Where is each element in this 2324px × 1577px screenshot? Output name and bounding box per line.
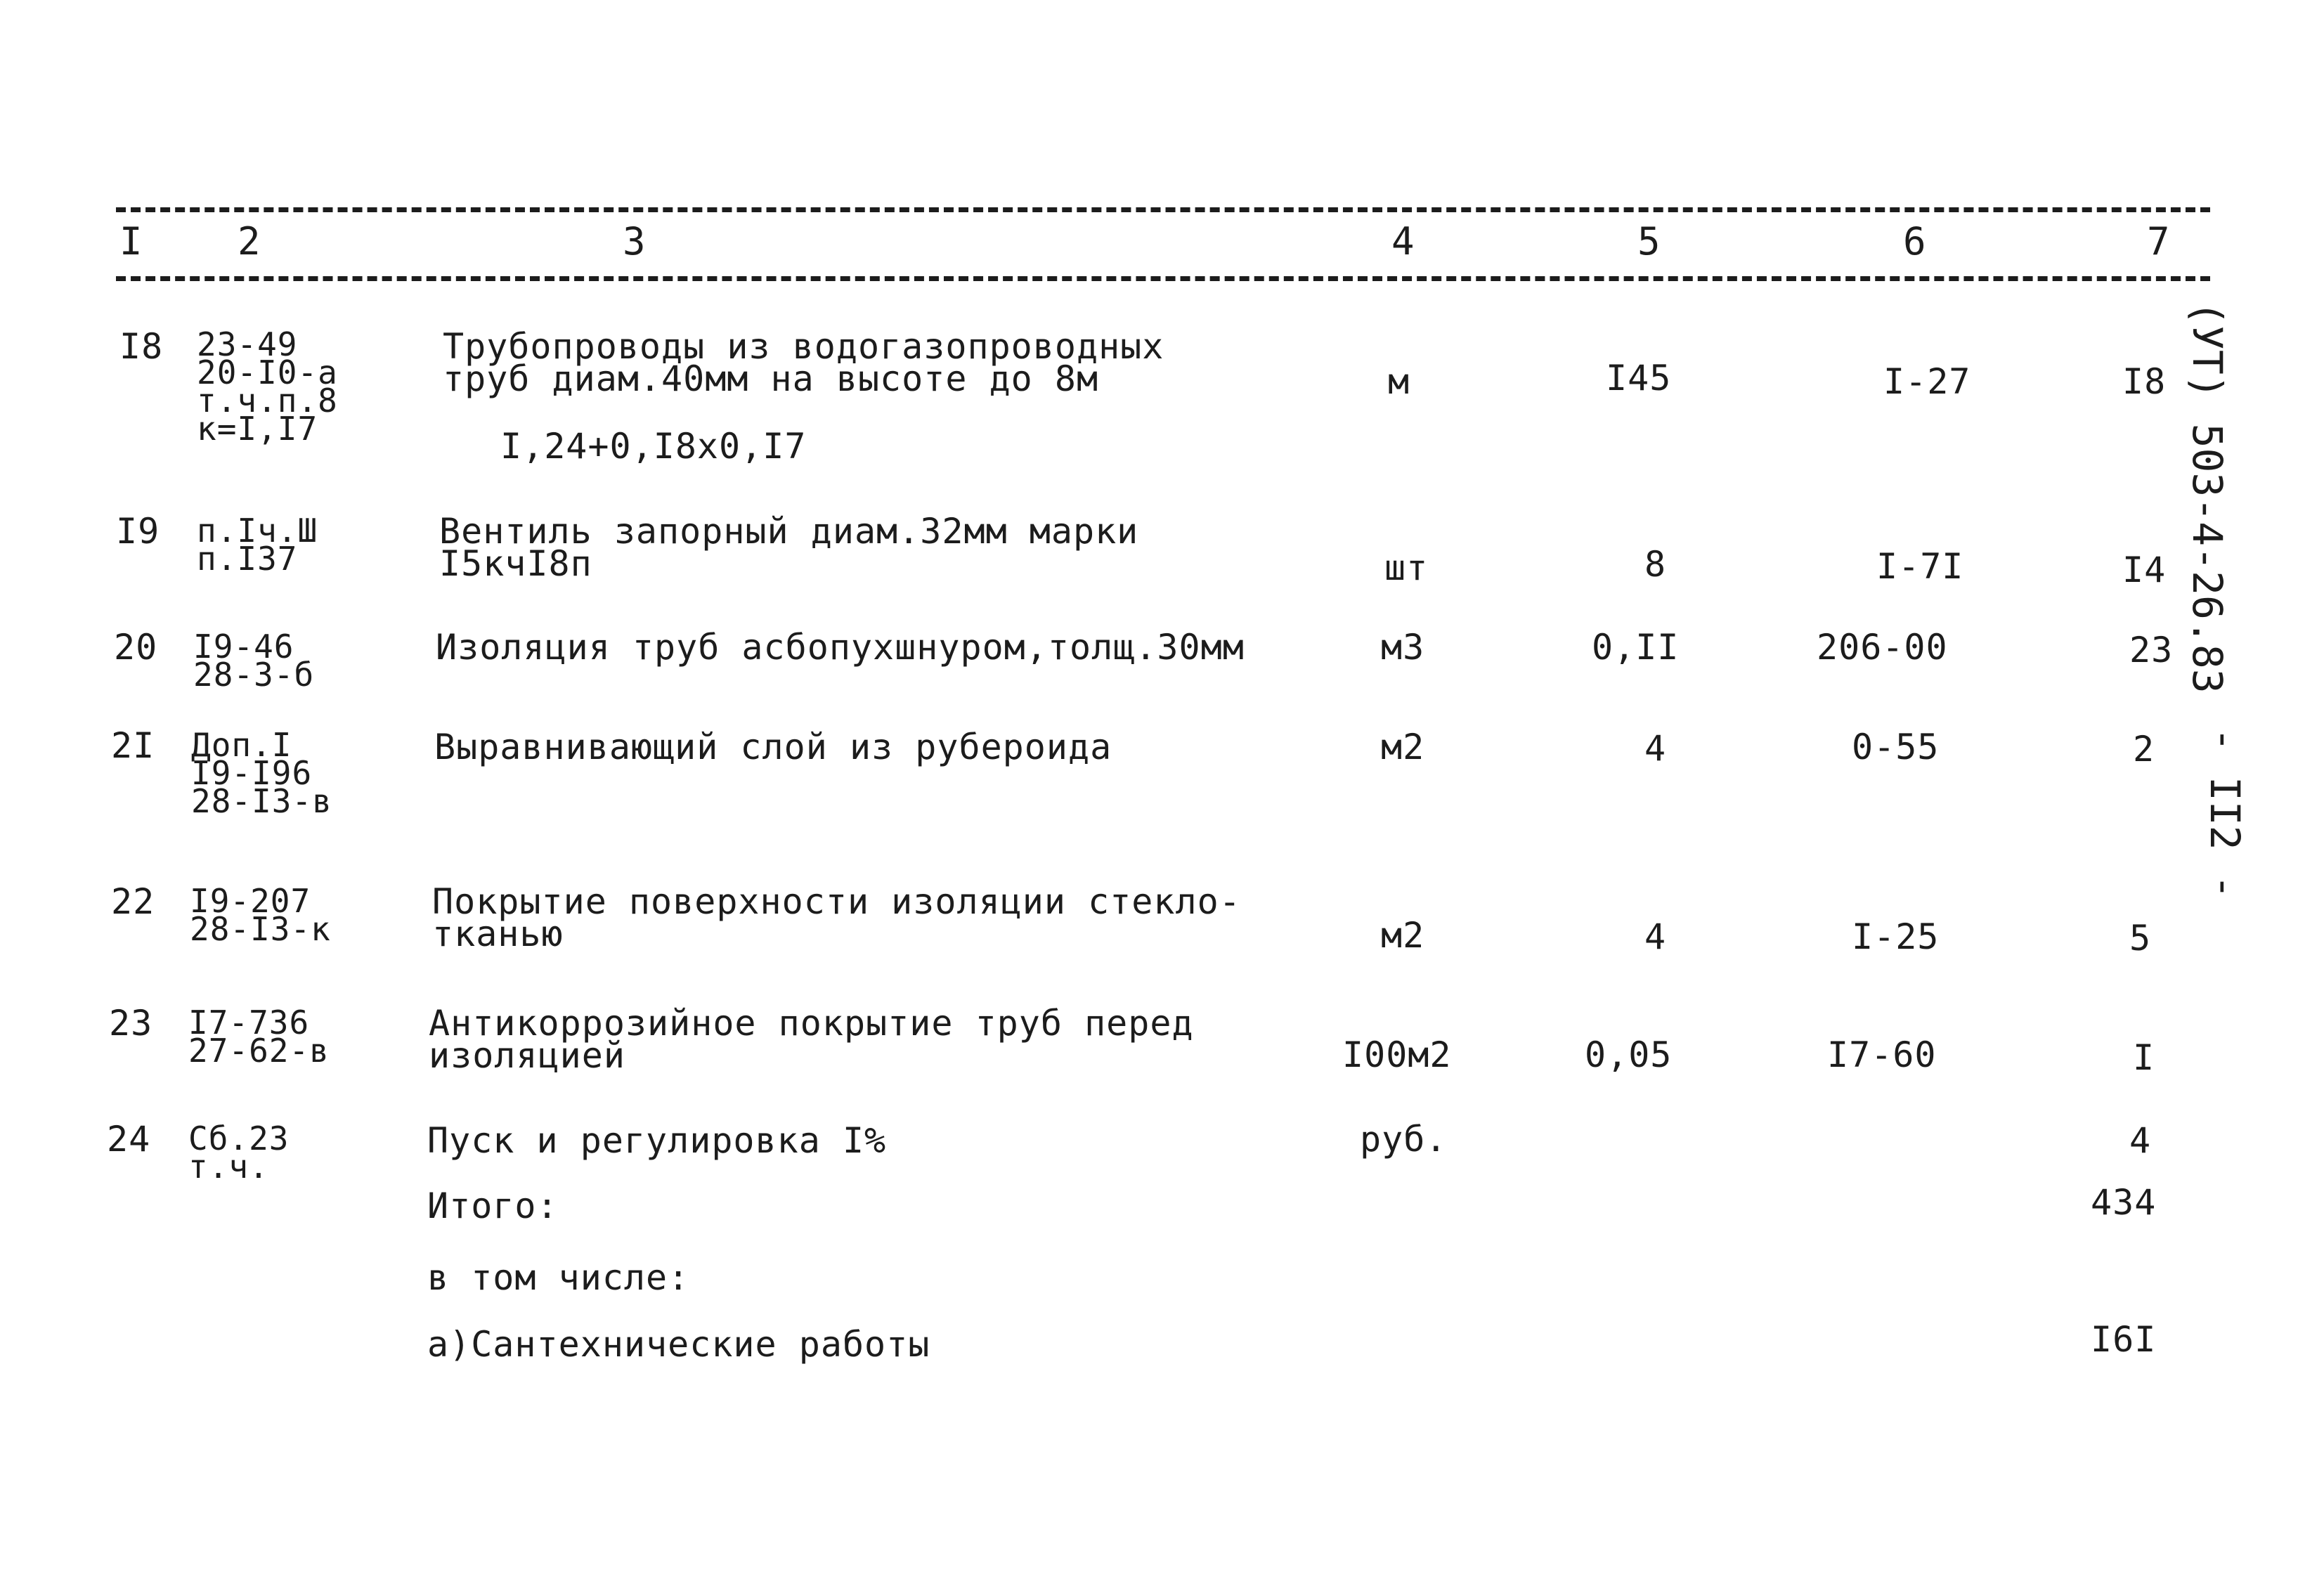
total-value: 434 bbox=[2091, 1182, 2157, 1223]
row-quantity: 0,II bbox=[1592, 627, 1680, 668]
header-col-1: I bbox=[119, 219, 143, 264]
row-code: I9-207 28-I3-к bbox=[190, 882, 331, 948]
header-top-rule bbox=[116, 207, 2210, 212]
row-total: I bbox=[2133, 1037, 2155, 1078]
row-total: 23 bbox=[2129, 630, 2174, 670]
row-description: Покрытие поверхности изоляции стекло- тканью bbox=[432, 881, 1241, 954]
header-col-6: 6 bbox=[1903, 219, 1927, 264]
row-code: I9-46 28-3-б bbox=[193, 628, 315, 694]
row-price: I-7I bbox=[1876, 546, 1964, 587]
row-number: I9 bbox=[116, 511, 160, 552]
sanitary-works-value: I6I bbox=[2091, 1319, 2157, 1360]
page-number-label: - II2 - bbox=[2201, 727, 2249, 900]
row-description: Пуск и регулировка I% bbox=[427, 1120, 887, 1161]
row-total: 2 bbox=[2133, 729, 2155, 770]
row-price: I-27 bbox=[1883, 361, 1971, 402]
row-description: Вентиль запорный диам.32мм марки I5кчI8п bbox=[439, 511, 1139, 584]
row-number: 20 bbox=[114, 627, 158, 668]
row-unit: м3 bbox=[1381, 627, 1425, 668]
row-quantity: 8 bbox=[1644, 544, 1667, 585]
row-formula: I,24+0,I8x0,I7 bbox=[500, 426, 807, 467]
row-total: I8 bbox=[2122, 361, 2167, 402]
row-price: I7-60 bbox=[1827, 1034, 1937, 1075]
row-code: Сб.23 т.ч. bbox=[188, 1120, 290, 1186]
row-number: I8 bbox=[119, 326, 164, 367]
row-total: 4 bbox=[2129, 1120, 2152, 1161]
row-number: 23 bbox=[109, 1003, 153, 1044]
header-col-4: 4 bbox=[1391, 219, 1415, 264]
row-number: 22 bbox=[111, 881, 155, 922]
row-unit: м2 bbox=[1381, 915, 1425, 956]
including-label: в том числе: bbox=[427, 1257, 690, 1298]
row-total: 5 bbox=[2129, 918, 2152, 959]
header-col-7: 7 bbox=[2147, 219, 2171, 264]
row-quantity: 0,05 bbox=[1585, 1034, 1673, 1075]
row-code: 23-49 20-I0-a т.ч.п.8 к=I,I7 bbox=[197, 325, 338, 448]
row-quantity: 4 bbox=[1644, 728, 1667, 769]
row-description: Антикоррозийное покрытие труб перед изоляцией bbox=[429, 1003, 1194, 1076]
row-description: Трубопроводы из водогазопроводных труб диам.40мм на высоте до 8м bbox=[443, 326, 1164, 399]
row-description: Выравнивающий слой из рубероида bbox=[434, 727, 1112, 767]
row-code: Доп.I I9-I96 28-I3-в bbox=[191, 726, 332, 820]
row-number: 24 bbox=[107, 1119, 151, 1160]
row-code: I7-736 27-62-в bbox=[188, 1004, 330, 1070]
row-quantity: 4 bbox=[1644, 916, 1667, 957]
row-price: I-25 bbox=[1852, 916, 1940, 957]
total-label: Итого: bbox=[427, 1186, 559, 1226]
row-price: 206-00 bbox=[1817, 627, 1948, 668]
row-unit: шт bbox=[1384, 547, 1429, 588]
header-col-5: 5 bbox=[1637, 219, 1661, 264]
row-unit: м2 bbox=[1381, 727, 1425, 767]
row-price: 0-55 bbox=[1852, 727, 1940, 767]
row-quantity: I45 bbox=[1606, 358, 1672, 398]
header-col-3: 3 bbox=[623, 219, 647, 264]
row-code: п.Iч.Ш п.I37 bbox=[197, 512, 318, 578]
row-total: I4 bbox=[2122, 550, 2167, 590]
header-bottom-rule bbox=[116, 276, 2210, 281]
row-number: 2I bbox=[111, 725, 155, 766]
sanitary-works-label: а)Сантехнические работы bbox=[427, 1324, 930, 1365]
row-description: Изоляция труб асбопухшнуром,толщ.30мм bbox=[436, 627, 1245, 668]
row-unit: I00м2 bbox=[1342, 1034, 1452, 1075]
row-unit: м bbox=[1388, 361, 1410, 402]
row-unit: руб. bbox=[1360, 1119, 1448, 1160]
document-code-label: (УТ) 503-4-26.83 bbox=[2183, 301, 2231, 694]
header-col-2: 2 bbox=[238, 219, 261, 264]
